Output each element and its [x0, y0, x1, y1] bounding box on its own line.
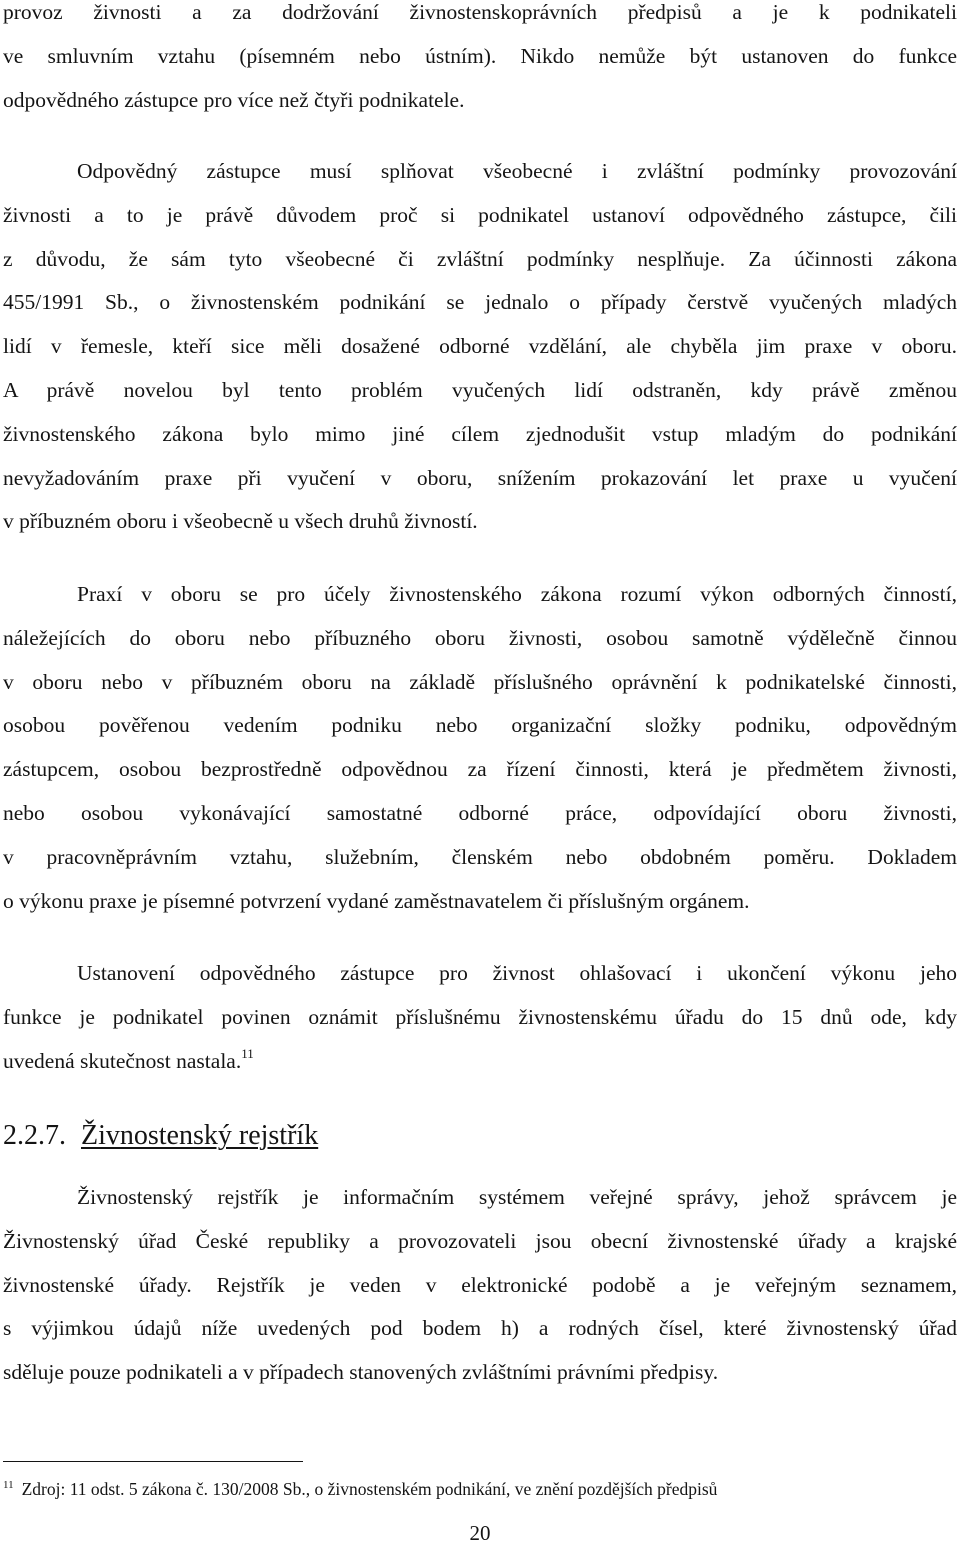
text-line: ve smluvním vztahu (písemném nebo ústním). Nikdo nemůže být ustanoven do funkce	[3, 43, 957, 68]
text-line: Živnostenský úřad České republiky a provozovateli jsou obecní živnostenské úřady a krajské	[3, 1228, 957, 1253]
text-line: živnosti a to je právě důvodem proč si podnikatel ustanoví odpovědného zástupce, čili	[3, 202, 957, 227]
text-line: s výjimkou údajů níže uvedených pod bodem h) a rodných čísel, které živnostenský úřad	[3, 1316, 957, 1341]
section-number: 2.2.7.	[3, 1120, 66, 1151]
section-title: Živnostenský rejstřík	[81, 1120, 319, 1151]
page-number: 20	[469, 1521, 491, 1545]
text-line: A právě novelou byl tento problém vyučených lidí odstraněn, kdy právě změnou	[3, 377, 957, 402]
text-line: nebo osobou vykonávající samostatné odborné práce, odpovídající oboru živnosti,	[3, 800, 957, 825]
text-line: živnostenského zákona bylo mimo jiné cílem zjednodušit vstup mladým do podnikání	[3, 421, 957, 446]
text-line-content: uvedená skutečnost nastala.	[3, 1048, 242, 1073]
text-line: Živnostenský rejstřík je informačním systémem veřejné správy, jehož správcem je	[77, 1185, 957, 1209]
paragraph-appointment-notice	[3, 961, 957, 1092]
footnote-number: 11	[3, 1479, 14, 1491]
section-heading	[3, 1120, 318, 1152]
text-line: v oboru nebo v příbuzném oboru na základě příslušného oprávnění k podnikatelské činnosti,	[3, 669, 957, 694]
text-line: o výkonu praxe je písemné potvrzení vydané zaměstnavatelem či příslušným orgánem.	[3, 888, 750, 913]
paragraph-responsible-representative	[3, 159, 957, 553]
text-line: sděluje pouze podnikateli a v případech stanovených zvláštními právními předpisy.	[3, 1360, 719, 1385]
text-line: osobou pověřenou vedením podniku nebo organizační složky podniku, odpovědným	[3, 713, 957, 738]
text-line: Ustanovení odpovědného zástupce pro živnost ohlašovací i ukončení výkonu jeho	[77, 961, 957, 985]
paragraph-trade-register	[3, 1185, 957, 1404]
text-line: odpovědného zástupce pro více než čtyři podnikatele.	[3, 87, 465, 112]
text-line	[3, 1045, 957, 1093]
text-line: zástupcem, osobou bezprostředně odpovědnou za řízení činnosti, která je předmětem živnosti,	[3, 757, 957, 782]
text-line: nevyžadováním praxe při vyučení v oboru, snížením prokazování let praxe u vyučení	[3, 465, 957, 490]
text-line: náležejících do oboru nebo příbuzného oboru živnosti, osobou samotně výdělečně činnou	[3, 625, 957, 650]
text-line: živnostenské úřady. Rejstřík je veden v elektronické podobě a je veřejným seznamem,	[3, 1272, 957, 1297]
text-line: lidí v řemesle, kteří sice měli dosažené odborné vzdělání, ale chyběla jim praxe v oboru.	[3, 334, 957, 359]
text-line: provoz živnosti a za dodržování živnostenskoprávních předpisů a je k podnikateli	[3, 0, 957, 24]
text-line: Odpovědný zástupce musí splňovat všeobecné i zvláštní podmínky provozování	[77, 159, 957, 183]
footnote-separator	[3, 1461, 303, 1462]
text-line: Praxí v oboru se pro účely živnostenského zákona rozumí výkon odborných činností,	[77, 582, 957, 606]
footnote	[3, 1478, 717, 1500]
text-line: 455/1991 Sb., o živnostenském podnikání se jednalo o případy čerstvě vyučených mladých	[3, 290, 957, 315]
footnote-text: Zdroj: 11 odst. 5 zákona č. 130/2008 Sb., o živnostenském podnikání, ve znění pozdějších předpisů	[21, 1479, 718, 1499]
text-line: v příbuzném oboru i všeobecně u všech druhů živností.	[3, 509, 478, 534]
text-line: v pracovněprávním vztahu, služebním, členském nebo obdobném poměru. Dokladem	[3, 844, 957, 869]
paragraph-continuation	[3, 0, 957, 131]
text-line: z důvodu, že sám tyto všeobecné či zvláštní podmínky nesplňuje. Za účinnosti zákona	[3, 246, 957, 271]
paragraph-practice-definition	[3, 582, 957, 932]
footnote-reference[interactable]: 11	[241, 1045, 254, 1061]
text-line: funkce je podnikatel povinen oznámit příslušnému živnostenskému úřadu do 15 dnů ode, kdy	[3, 1004, 957, 1029]
